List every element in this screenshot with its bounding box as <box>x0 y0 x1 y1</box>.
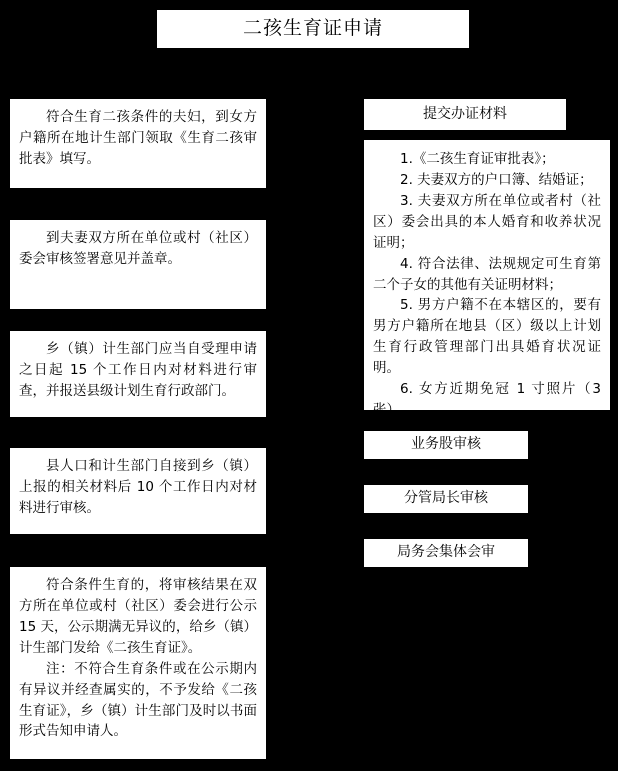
left-step-2 <box>9 219 267 310</box>
material-item-1: 1.《二孩生育证审批表》； <box>400 151 555 167</box>
left-step-4 <box>9 447 267 535</box>
material-item-3: 3. 夫妻双方所在单位或者村（社区）委会出具的本人婚育和收养状况证明； <box>373 192 601 251</box>
material-item-6: 6. 女方近期免冠 1 寸照片（3 张）。 <box>373 381 601 419</box>
left-step-5-paragraph-2: 注：不符合生育条件或在公示期内有异议并经查属实的，不予发给《二孩生育证》，乡（镇）计生部门及时以书面形式告知申请人。 <box>19 660 257 740</box>
material-item-2: 2. 夫妻双方的户口簿、结婚证； <box>400 171 593 188</box>
materials-list <box>363 139 611 419</box>
review-step-3 <box>363 538 529 568</box>
review-step-1 <box>363 430 529 460</box>
left-step-3-text: 乡（镇）计生部门应当自受理申请之日起 15 个工作日内对材料进行审查，并报送县级计划生育行政部门。 <box>19 341 257 399</box>
materials-header <box>363 98 567 131</box>
left-step-5-paragraph-1: 符合条件生育的，将审核结果在双方所在单位或村（社区）委会进行公示 15 天，公示期满无异议的，给乡（镇）计生部门发给《二孩生育证》。 <box>19 577 257 656</box>
page-title <box>156 9 470 49</box>
left-step-5 <box>9 566 267 760</box>
material-item-5: 5. 男方户籍不在本辖区的，要有男方户籍所在地县（区）级以上计划生育行政管理部门出具婚育状况证明。 <box>373 297 601 377</box>
left-step-2-text: 到夫妻双方所在单位或村（社区）委会审核签署意见并盖章。 <box>19 230 257 267</box>
left-step-1-text: 符合生育二孩条件的夫妇，到女方户籍所在地计生部门领取《生育二孩审批表》填写。 <box>19 109 257 167</box>
left-step-1 <box>9 98 267 189</box>
review-step-3-text: 局务会集体会审 <box>397 544 495 561</box>
page-title-text: 二孩生育证申请 <box>242 17 383 40</box>
material-item-4: 4. 符合法律、法规规定可生育第二个子女的其他有关证明材料； <box>373 255 601 293</box>
left-step-4-text: 县人口和计生部门自接到乡（镇）上报的相关材料后 10 个工作日内对材料进行审核。 <box>19 458 257 516</box>
review-step-1-text: 业务股审核 <box>411 436 481 453</box>
left-step-3 <box>9 330 267 418</box>
review-step-2 <box>363 484 529 514</box>
review-step-2-text: 分管局长审核 <box>404 490 488 507</box>
materials-header-text: 提交办证材料 <box>423 105 507 122</box>
